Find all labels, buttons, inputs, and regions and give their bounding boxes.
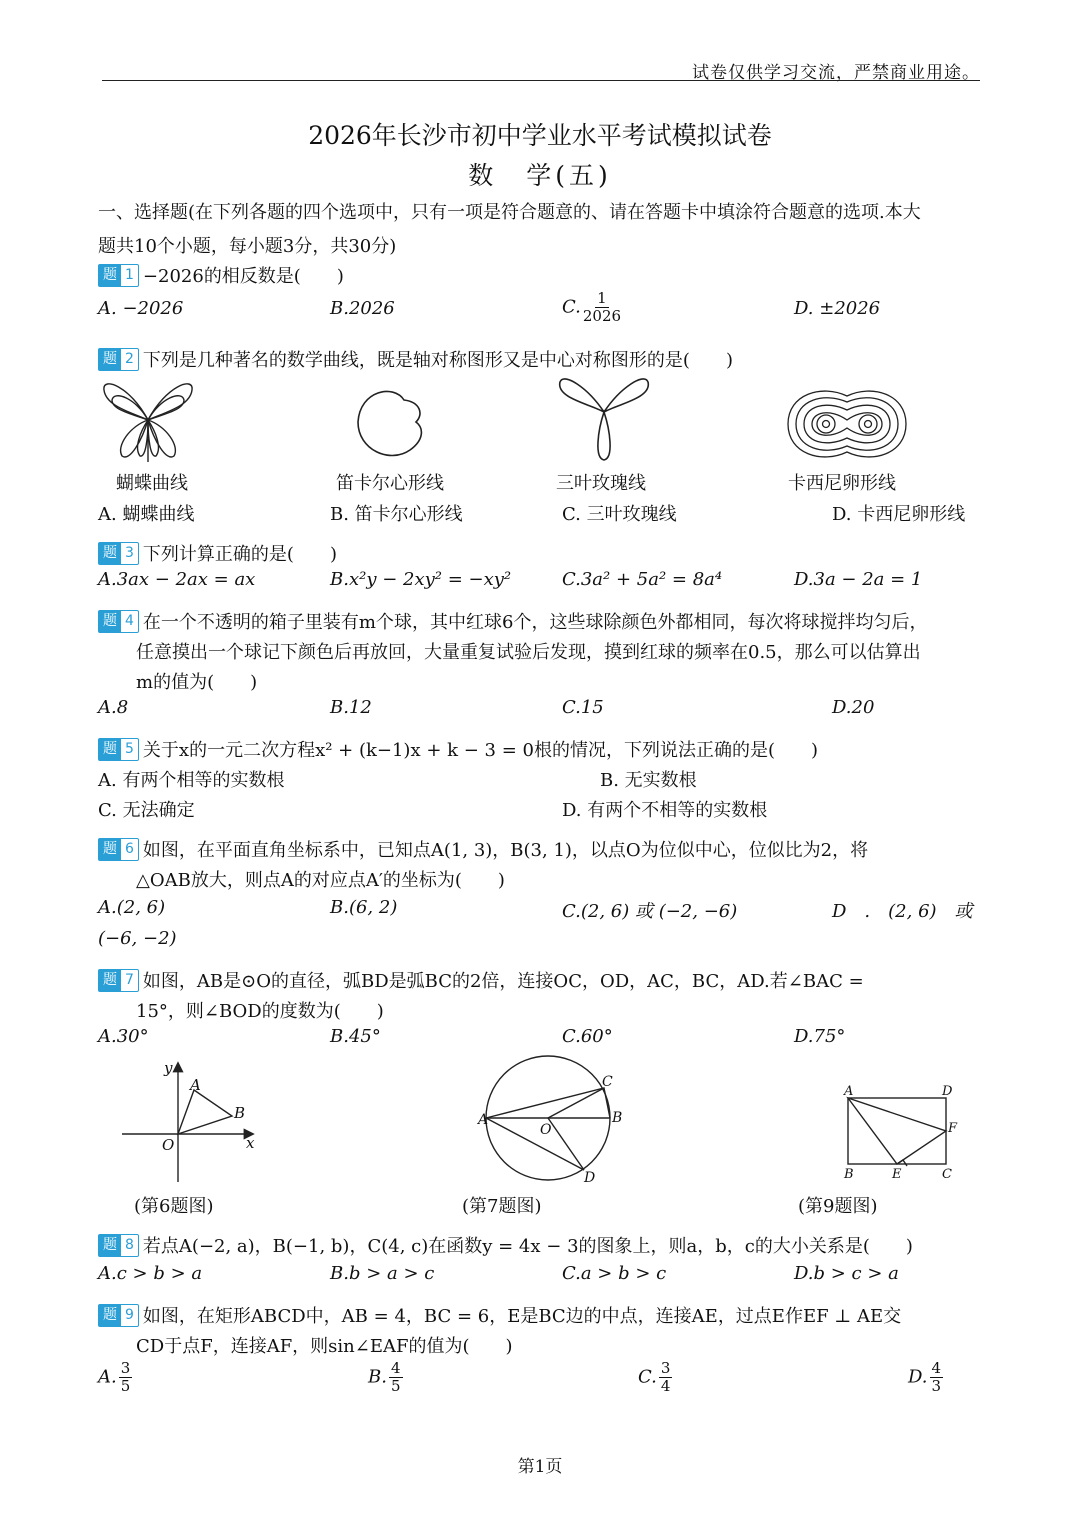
question-text: 如图，AB是⊙O的直径，弧BD是弧BC的2倍，连接OC，OD，AC，BC，AD.若∠BAC = bbox=[142, 971, 864, 992]
question-tag: 题 5 bbox=[98, 738, 139, 761]
option-b: B.b > a > c bbox=[330, 1263, 435, 1284]
question-3 bbox=[98, 540, 337, 566]
question-tag: 题 4 bbox=[98, 610, 139, 633]
question-text: 下列计算正确的是( ) bbox=[142, 544, 337, 565]
option-b: B.12 bbox=[330, 697, 372, 718]
option-c: C.3a² + 5a² = 8a⁴ bbox=[562, 569, 723, 590]
question-tag: 题 7 bbox=[98, 969, 139, 992]
section-heading-line2: 题共10个小题，每小题3分，共30分) bbox=[98, 236, 397, 257]
option-d: D.75° bbox=[794, 1026, 846, 1047]
question-text: 在一个不透明的箱子里装有m个球，其中红球6个，这些球除颜色外都相同，每次将球搅拌均匀后， bbox=[142, 612, 928, 633]
question-text: 若点A(−2, a)，B(−1, b)，C(4, c)在函数y = 4x − 3的图象上，则a，b，c的大小关系是( ) bbox=[142, 1236, 913, 1257]
question-text: 如图，在矩形ABCD中，AB = 4，BC = 6，E是BC边的中点，连接AE，过点E作EF ⊥ AE交 bbox=[142, 1306, 902, 1327]
option-d: D.b > c > a bbox=[794, 1263, 899, 1284]
option-a: A.(2, 6) bbox=[98, 897, 166, 918]
question-tag: 题 3 bbox=[98, 542, 139, 565]
question-5 bbox=[98, 736, 818, 762]
option-a: A.3ax − 2ax = ax bbox=[98, 569, 256, 590]
fig7-label-c: C bbox=[602, 1074, 613, 1090]
option-d: D. 卡西尼卵形线 bbox=[832, 504, 966, 525]
question-tag: 题 1 bbox=[98, 264, 139, 287]
option-b: B.x²y − 2xy² = −xy² bbox=[330, 569, 512, 590]
figure-caption-cassini: 卡西尼卵形线 bbox=[788, 473, 896, 494]
fig7-label-a: A bbox=[478, 1112, 489, 1128]
option-d-continued: (−6, −2) bbox=[98, 928, 177, 949]
fig6-label-b: B bbox=[234, 1104, 246, 1122]
option-d: D. ±2026 bbox=[794, 298, 881, 319]
question-tag: 题 9 bbox=[98, 1304, 139, 1327]
option-d: D . (2, 6) 或 bbox=[832, 901, 973, 922]
option-c: C.(2, 6) 或 (−2, −6) bbox=[562, 901, 738, 922]
option-c: C. $\frac{3}{4}$ bbox=[638, 1359, 671, 1395]
option-b: B. 无实数根 bbox=[600, 770, 697, 791]
cardioid-figure bbox=[354, 384, 426, 462]
question-text-line3: m的值为( ) bbox=[136, 672, 258, 693]
option-b: B.(6, 2) bbox=[330, 897, 398, 918]
fig7-label-b: B bbox=[612, 1110, 623, 1126]
figure-9-rectangle bbox=[838, 1080, 962, 1182]
exam-subtitle: 数 学(五) bbox=[468, 161, 612, 190]
question-1 bbox=[98, 262, 344, 288]
figure-6-coordinate-plane bbox=[118, 1058, 260, 1186]
figure-6-caption: (第6题图) bbox=[134, 1196, 214, 1217]
page-number: 第1页 bbox=[517, 1457, 563, 1477]
cassini-oval-figure bbox=[786, 388, 908, 460]
figure-7-caption: (第7题图) bbox=[462, 1196, 542, 1217]
question-text-line2: △OAB放大，则点A的对应点A′的坐标为( ) bbox=[136, 870, 505, 891]
option-a: A. −2026 bbox=[98, 298, 184, 319]
question-text-line2: CD于点F，连接AF，则sin∠EAF的值为( ) bbox=[136, 1336, 513, 1357]
option-c: C.60° bbox=[562, 1026, 613, 1047]
option-b: B.45° bbox=[330, 1026, 381, 1047]
question-2 bbox=[98, 346, 733, 372]
fig9-label-f: F bbox=[948, 1121, 958, 1136]
exam-title: 2026年长沙市初中学业水平考试模拟试卷 bbox=[308, 121, 772, 150]
option-a: A. $\frac{3}{5}$ bbox=[98, 1359, 131, 1395]
figure-9-caption: (第9题图) bbox=[798, 1196, 878, 1217]
question-4 bbox=[98, 608, 927, 634]
question-text-line2: 15°，则∠BOD的度数为( ) bbox=[136, 1001, 384, 1022]
section-heading-line1: 一、选择题(在下列各题的四个选项中，只有一项是符合题意的、请在答题卡中填涂符合题意的选项.本大 bbox=[98, 202, 921, 223]
fig6-label-o: O bbox=[162, 1136, 175, 1154]
option-d: D. 有两个不相等的实数根 bbox=[562, 800, 768, 821]
option-d: D. $\frac{4}{3}$ bbox=[908, 1359, 942, 1395]
figure-7-circle bbox=[474, 1052, 626, 1186]
option-a: A.30° bbox=[98, 1026, 149, 1047]
option-c: C. $\frac{1}{2026}$ bbox=[562, 289, 622, 325]
question-9 bbox=[98, 1302, 901, 1328]
question-tag: 题 2 bbox=[98, 348, 139, 371]
figure-caption-rose: 三叶玫瑰线 bbox=[556, 473, 646, 494]
figure-caption-cardioid: 笛卡尔心形线 bbox=[336, 473, 444, 494]
option-a: A. 有两个相等的实数根 bbox=[98, 770, 285, 791]
option-a: A.c > b > a bbox=[98, 1263, 203, 1284]
fig6-label-a: A bbox=[190, 1076, 201, 1094]
question-text: 下列是几种著名的数学曲线，既是轴对称图形又是中心对称图形的是( ) bbox=[142, 350, 733, 371]
header-rule bbox=[102, 80, 980, 81]
fig6-label-y: y bbox=[164, 1059, 173, 1077]
option-b: B. $\frac{4}{5}$ bbox=[368, 1359, 401, 1395]
question-tag: 题 6 bbox=[98, 838, 139, 861]
fig9-label-e: E bbox=[892, 1167, 902, 1182]
option-d: D.3a − 2a = 1 bbox=[794, 569, 923, 590]
question-text-line2: 任意摸出一个球记下颜色后再放回，大量重复试验后发现，摸到红球的频率在0.5，那么可以估算出 bbox=[136, 642, 921, 663]
question-text: −2026的相反数是( ) bbox=[142, 266, 344, 287]
fig9-label-b: B bbox=[844, 1167, 854, 1182]
option-b: B.2026 bbox=[330, 298, 395, 319]
question-7 bbox=[98, 967, 864, 993]
question-text: 如图，在平面直角坐标系中，已知点A(1, 3)，B(3, 1)，以点O为位似中心，位似比为2，将 bbox=[142, 840, 869, 861]
question-text: 关于x的一元二次方程x² + (k−1)x + k − 3 = 0根的情况，下列说法正确的是( ) bbox=[142, 740, 819, 761]
fig9-label-a: A bbox=[844, 1084, 854, 1099]
option-a: A.8 bbox=[98, 697, 129, 718]
butterfly-curve-figure bbox=[100, 376, 196, 466]
option-c: C. 三叶玫瑰线 bbox=[562, 504, 677, 525]
fig6-label-x: x bbox=[246, 1134, 255, 1152]
fig9-label-d: D bbox=[942, 1084, 953, 1099]
option-b: B. 笛卡尔心形线 bbox=[330, 504, 463, 525]
figure-caption-butterfly: 蝴蝶曲线 bbox=[116, 473, 188, 494]
question-6 bbox=[98, 836, 868, 862]
question-tag: 题 8 bbox=[98, 1234, 139, 1257]
three-leaf-rose-figure bbox=[554, 374, 654, 464]
option-c: C.a > b > c bbox=[562, 1263, 667, 1284]
fig7-label-o: O bbox=[540, 1122, 552, 1138]
fig7-label-d: D bbox=[584, 1170, 596, 1186]
header-notice: 试卷仅供学习交流，严禁商业用途。 bbox=[692, 63, 980, 83]
option-c: C. 无法确定 bbox=[98, 800, 195, 821]
option-c: C.15 bbox=[562, 697, 604, 718]
option-a: A. 蝴蝶曲线 bbox=[98, 504, 195, 525]
question-8 bbox=[98, 1232, 913, 1258]
option-d: D.20 bbox=[832, 697, 875, 718]
fig9-label-c: C bbox=[942, 1167, 952, 1182]
